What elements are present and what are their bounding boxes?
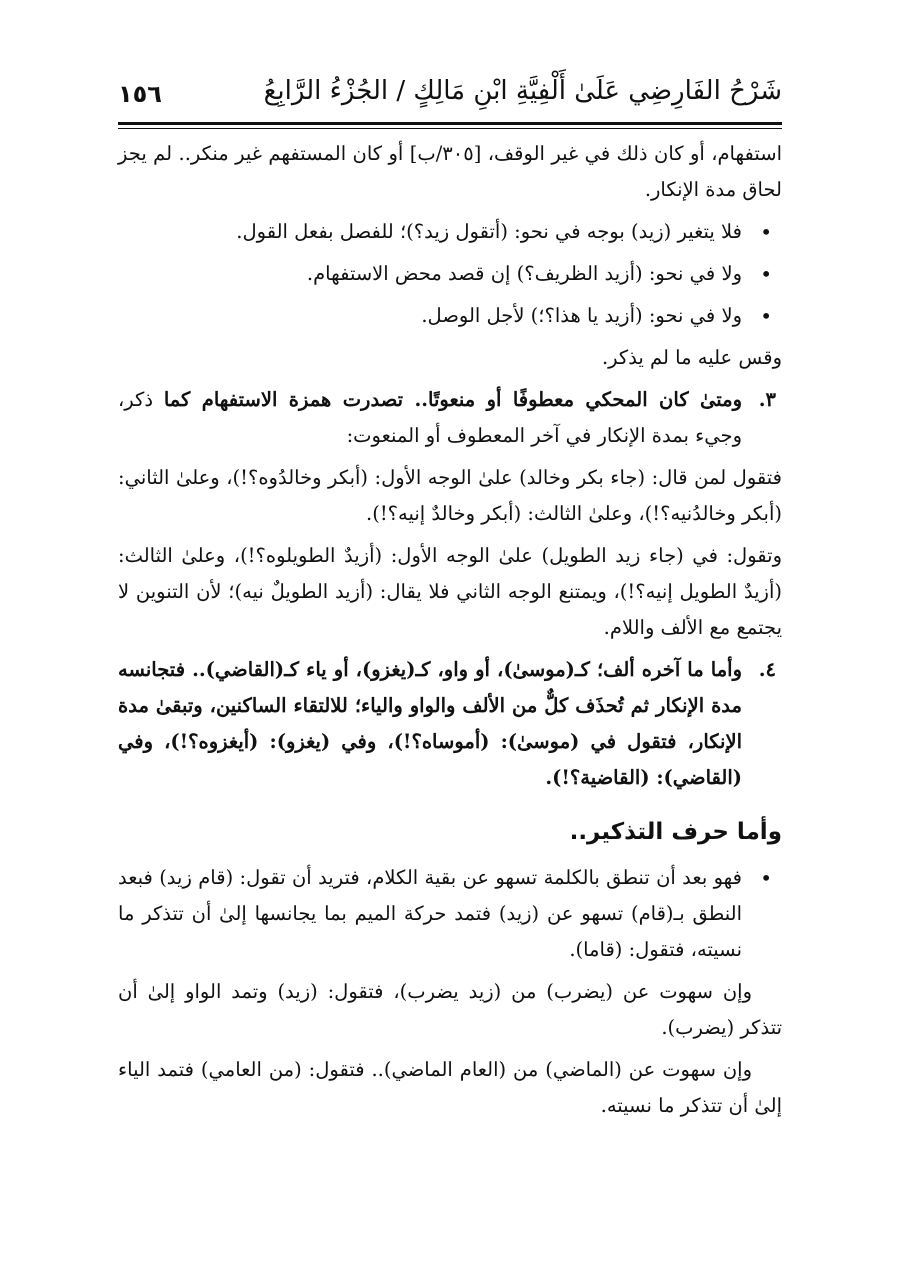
header-rule-thick bbox=[118, 122, 782, 125]
item-number: ٣. bbox=[758, 388, 776, 411]
bullet-item: • فهو بعد أن تنطق بالكلمة تسهو عن بقية الكلام، فتريد أن تقول: (قام زيد) فبعد النطق بـ(قام) تسهو عن (زيد) فتمد حركة الميم بما يجانسها إلىٰ أن تتذكر ما نسيته، فتقول: (قاما). bbox=[118, 860, 782, 968]
body-paragraph: وإن سهوت عن (يضرب) من (زيد يضرب)، فتقول: (زيد) وتمد الواو إلىٰ أن تتذكر (يضرب). bbox=[118, 980, 782, 1039]
item-heading: ومتىٰ كان المحكي معطوفًا أو منعوتًا.. تصدرت همزة الاستفهام كما bbox=[163, 388, 742, 411]
bullet-item: • ولا في نحو: (أزيد يا هذا؟؛) لأجل الوصل. bbox=[118, 298, 782, 334]
item-text: ذكر، وجيء بمدة الإنكار في آخر المعطوف أو المنعوت: bbox=[118, 388, 742, 447]
bullet-item: • فلا يتغير (زيد) بوجه في نحو: (أتقول زيد؟)؛ للفصل بفعل القول. bbox=[118, 214, 782, 250]
body-paragraph: وإن سهوت عن (الماضي) من (العام الماضي).. فتقول: (من العامي) فتمد الياء إلىٰ أن تتذكر ما نسيته. bbox=[118, 1058, 782, 1117]
qis-paragraph: وقس عليه ما لم يذكر. bbox=[601, 346, 782, 369]
section-heading: وأما حرف التذكير.. bbox=[569, 819, 782, 845]
page-number: ١٥٦ bbox=[118, 80, 162, 108]
numbered-item-4 bbox=[118, 652, 782, 796]
intro-paragraph: استفهام، أو كان ذلك في غير الوقف، [٣٠٥/ب] أو كان المستفهم غير منكر.. لم يجز لحاق مدة الإنكار. bbox=[118, 142, 782, 201]
numbered-item-3 bbox=[118, 382, 782, 454]
example-paragraph: فتقول لمن قال: (جاء بكر وخالد) علىٰ الوجه الأول: (أبكر وخالدُوه؟!)، وعلىٰ الثاني: (أبكر وخالدُنيه؟!)، وعلىٰ الثالث: (أبكر وخالدٌ إنيه؟!). bbox=[118, 466, 782, 525]
bullet-item: • ولا في نحو: (أزيد الظريف؟) إن قصد محض الاستفهام. bbox=[118, 256, 782, 292]
example-paragraph: وتقول: في (جاء زيد الطويل) علىٰ الوجه الأول: (أزيدٌ الطويلوه؟!)، وعلىٰ الثالث: (أزيدٌ الطويل إنيه؟!)، ويمتنع الوجه الثاني فلا يقال: (أزيد الطويلٌ نيه)؛ لأن التنوين لا يجتمع مع الألف واللام. bbox=[118, 544, 782, 639]
page-header bbox=[118, 72, 782, 116]
item-text: وأما ما آخره ألف؛ كـ(موسىٰ)، أو واو، كـ(يغزو)، أو ياء كـ(القاضي).. فتجانسه مدة الإنكار ثم تُحذَف كلٌّ من الألف والواو والياء؛ للالتقاء الساكنين، وتبقىٰ مدة الإنكار، فتقول في (موسىٰ): (أموساه؟!)، وفي (يغزو): (أيغزوه؟!)، وفي (القاضي): (القاضية؟!). bbox=[118, 658, 742, 789]
running-title: شَرْحُ الفَارِضِي عَلَىٰ أَلْفِيَّةِ ابْنِ مَالِكٍ / الجُزْءُ الرَّابِعُ bbox=[263, 76, 782, 106]
item-number: ٤. bbox=[758, 658, 776, 681]
page-body bbox=[118, 136, 782, 1130]
header-rule-thin bbox=[118, 128, 782, 129]
